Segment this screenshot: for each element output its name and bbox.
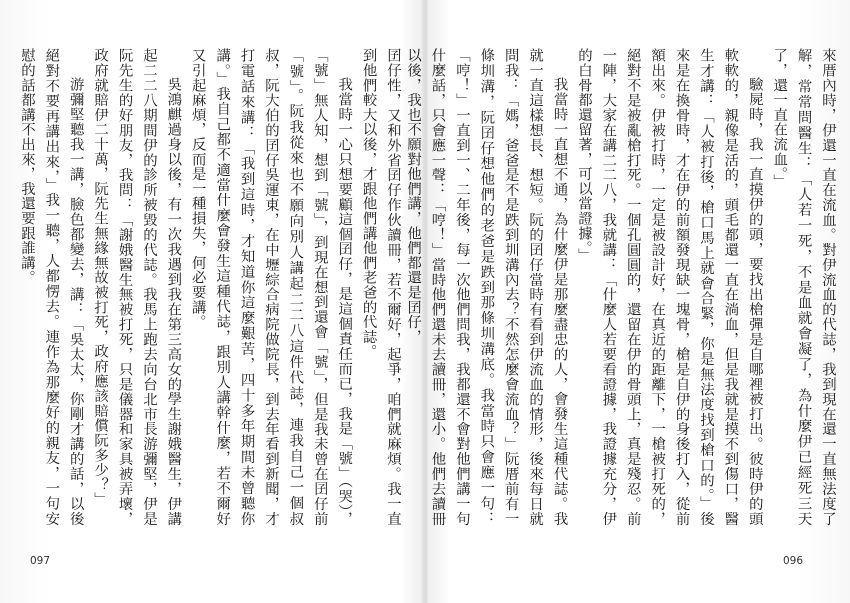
- right-page: [405, 0, 850, 603]
- page-number-left: 097: [30, 555, 51, 567]
- paragraph: 我當時一心只想要顧這個囝仔，是這個責任而已，我是「號」（哭），「號」無人知，想到「號」，到現在想到還會「號」，但是我未曾在囝仔前「號」。阮我從來也不願向別人講起二二八這件代誌，連我自己一個叔叔，阮大伯的囝仔吳運東，在中壢綜合病院做院長，到去年看到新聞，才打電話來講：「我到這時，才知道你這麼艱苦，四十多年期間未曾聽你講。」我自己都不適當什麼會發生這種代誌，跟別人講幹什麼，若不爾好又引起麻煩，反而是一種損失，何必要講。: [189, 48, 353, 526]
- paragraph: 游彌堅聽我一講，臉色都變去，講：「吳太太，你剛才講的話，以後絕對不要再講出來，」我一聽，人都愣去。連作為那麼好的親友，一句安慰的話都講不出來，我還要跟誰講。: [18, 48, 84, 526]
- right-page-text: [405, 48, 840, 526]
- page-number-right: 096: [783, 555, 804, 567]
- paragraph: 吳鴻麒過身以後，有一次我遇到我在第三高女的學生謝娥醫生，伊講起二二八期間伊的診所被毀的代誌。我馬上跑去向台北市長游彌堅，伊是阮先生的好朋友，我問：「謝娥醫生無被打死，只是儀器和家具被弄壞，政府就賠伊二十萬，阮先生無緣無故被打死，政府應該賠償阮多少？」: [92, 48, 182, 526]
- paragraph: 囝仔性，又和外省囝仔作伙讀冊，若不爾好，起爭，咱們就麻煩。我一直到他們較大以後，才跟他們講他們老爸的代誌。: [360, 48, 401, 526]
- paragraph: 我當時一直想不通，為什麼伊是那麼盡忠的人，會發生這種代誌。我就一直這樣想長、想短。阮的囝仔當時有看到伊流血的情形，後來每日就問我：「媽，爸爸是不是跌到圳溝內去？不然怎麼會流血？」阮厝前有一條圳溝，阮囝仔想他們的老爸是跌到那條圳溝底。我當時只會應一句：「哼！」一直到一、二年後，每一次他們問我，我都還不會對他們講一句什麼話，只會應一聲：「哼！」當時他們還未去讀冊，還小。他們去讀冊以後，我也不願對他們講，他們都還是囝仔，: [405, 48, 568, 526]
- left-page-text: [18, 48, 405, 526]
- paragraph: 來厝內時，伊還一直在流血。對伊流血的代誌，我到現在還一直無法度了解，常常問醫生：「人若一死，不是血就會凝了，為什麼伊已經死三天了，還一直在流血。」: [771, 48, 836, 526]
- paragraph: 驗屍時，我一直摸伊的頭，要找出槍彈是自哪裡被打出。彼時伊的頭軟軟的，親像是活的，頭毛都還一直在淌血，但是我就是摸不到傷口，醫生才講：「人被打後，槍口馬上就會合緊，你是無法度找到槍口的。」後來是在換骨時，才在伊的前額發現缺一塊骨，槍是自伊的身後打入，從前額出來。伊被打時，一定是被設計好，在真近的距離下，一槍被打死的，絕對不是被亂槍打死。一個孔圓圓的，還留在伊的骨頭上，真是殘忍。前一陣，大家在講二二八，我就講：「什麼人若要看證據，我證據充分，伊的白骨都還留著，可以當證據。」: [575, 48, 763, 526]
